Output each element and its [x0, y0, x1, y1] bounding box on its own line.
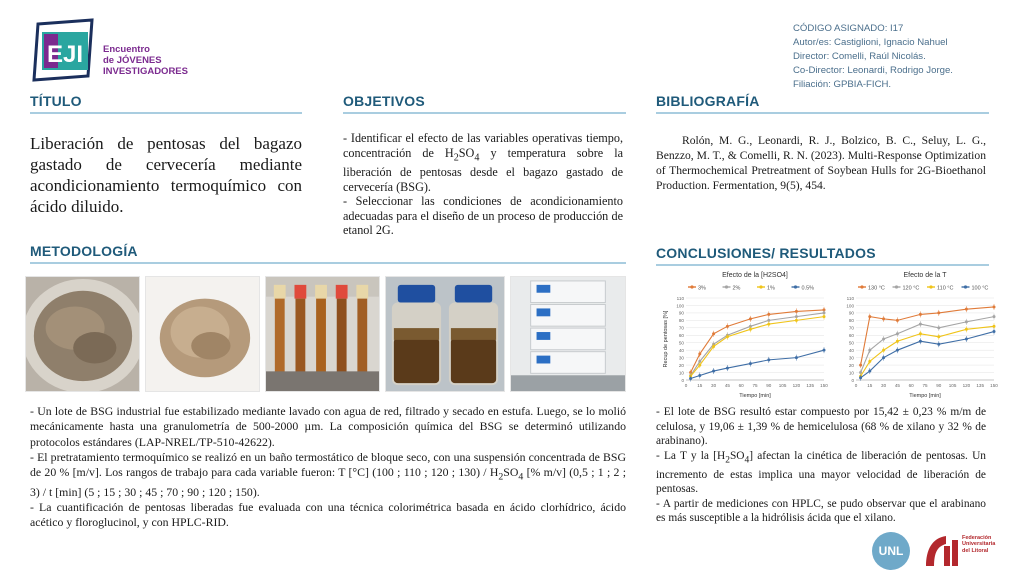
series-line: [861, 332, 994, 378]
y-tick-label: 20: [848, 362, 854, 368]
x-tick-label: 45: [894, 383, 900, 388]
chart-title: Efecto de la T: [903, 272, 947, 279]
legend-marker: [690, 285, 693, 288]
methodology-paragraph-3: - La cuantificación de pentosas liberadas fue evaluada con una técnica colorimétrica basada en ácido clorhídrico, ácido acético y floroglucinol, y con HPLC-RID.: [30, 500, 626, 530]
legend-label: 120 °C: [902, 285, 920, 292]
data-point: [868, 370, 871, 373]
x-tick-label: 15: [867, 383, 873, 388]
objective-1-sub-1: 2: [453, 151, 459, 163]
data-point: [882, 356, 885, 359]
methodology-2-sub-2: 4: [518, 471, 524, 483]
section-title-metodologia: METODOLOGÍA: [30, 243, 626, 264]
y-tick-label: 50: [678, 340, 684, 346]
data-point: [689, 377, 692, 380]
photo-glass-bottles: [385, 276, 505, 392]
logo-letters: EJI: [46, 41, 84, 68]
bibliography-reference: Rolón, M. G., Leonardi, R. J., Bolzico, B. C., Seluy, L. G., Benzzo, M. T., & Comelli, R. N. (2023). Multi-Response Optimization of Thermochemical Pretreatment of Soybean Hulls for 2G-Bioethanol Production. Fermentation, 9(5), 454.: [656, 134, 986, 192]
x-tick-label: 90: [936, 383, 942, 388]
x-tick-label: 60: [738, 383, 744, 388]
unl-logo: UNL: [872, 532, 910, 570]
data-point: [965, 308, 968, 311]
logo-line-1: Encuentro: [103, 44, 150, 55]
x-tick-label: 45: [724, 383, 730, 388]
data-point: [712, 370, 715, 373]
data-point: [965, 320, 968, 323]
legend-marker: [794, 285, 797, 288]
affiliation: Filiación: GPBIA-FICH.: [793, 79, 892, 90]
data-point: [965, 328, 968, 331]
x-tick-label: 150: [990, 383, 998, 388]
poster-info: [793, 22, 1003, 92]
series-line: [691, 350, 824, 378]
photo-milled-bsg: [145, 276, 260, 392]
x-tick-label: 135: [976, 383, 985, 388]
data-point: [859, 376, 862, 379]
data-point: [919, 313, 922, 316]
data-point: [937, 343, 940, 346]
y-tick-label: 20: [678, 362, 684, 368]
data-point: [712, 345, 715, 348]
y-tick-label: 30: [848, 355, 854, 361]
y-tick-label: 40: [848, 347, 854, 353]
data-point: [993, 330, 996, 333]
y-tick-label: 60: [678, 333, 684, 339]
x-tick-label: 105: [948, 383, 957, 388]
data-point: [698, 374, 701, 377]
methodology-2-sub-1: 2: [498, 471, 504, 483]
data-point: [726, 325, 729, 328]
conclusion-2: [656, 449, 986, 497]
data-point: [698, 364, 701, 367]
conclusion-2-part-c: ] afectan la cinética de liberación de pentosas. Un incremento de estas implica una mayor velocidad de liberación de pentosas.: [656, 449, 987, 496]
chart-temperature-effect: [830, 268, 1000, 400]
methodology-paragraph-1: - Un lote de BSG industrial fue estabilizado mediante lavado con agua de red, filtrado y secado en estufa. Luego, se lo molió mecánicamente hasta una granulometría de 500-2000 µm. La composición química del BSG se determinó utilizando protocolos estándares (LAP-NREL/TP-510-42622).: [30, 404, 626, 449]
y-tick-label: 50: [848, 340, 854, 346]
y-tick-label: 100: [846, 303, 854, 309]
legend-label: 2%: [732, 285, 741, 292]
data-point: [965, 338, 968, 341]
x-tick-label: 30: [881, 383, 887, 388]
data-point: [937, 335, 940, 338]
eji-logo: [30, 18, 100, 82]
chart-temperature-effect-svg: [830, 268, 1000, 400]
fue-logo-text: Federación Universitaria del Litoral: [962, 535, 996, 554]
legend-label: 0.5%: [801, 285, 815, 292]
data-point: [882, 317, 885, 320]
y-axis-label: Recup de pentosas [%]: [663, 310, 669, 368]
data-point: [896, 340, 899, 343]
conclusion-2-part-a: - La T y la [H: [656, 449, 726, 462]
x-tick-label: 135: [806, 383, 815, 388]
legend-label: 1%: [767, 285, 775, 292]
data-point: [859, 364, 862, 367]
x-tick-label: 30: [711, 383, 717, 388]
x-tick-label: 120: [962, 383, 971, 388]
conclusion-2-sub-1: 2: [725, 455, 730, 466]
y-tick-label: 100: [676, 303, 684, 309]
data-point: [795, 319, 798, 322]
eji-logo-graphic: [30, 18, 100, 82]
data-point: [896, 319, 899, 322]
poster-title: Liberación de pentosas del bagazo gastado de cervecería mediante acondicionamiento termoquímico con ácido diluido.: [30, 134, 302, 216]
data-point: [896, 332, 899, 335]
y-tick-label: 40: [678, 347, 684, 353]
section-title-conclusiones: CONCLUSIONES/ RESULTADOS: [656, 245, 989, 266]
x-tick-label: 0: [854, 383, 858, 388]
y-tick-label: 0: [851, 377, 854, 383]
x-tick-label: 75: [752, 383, 758, 388]
methodology-2-part-c: [% m/v] (0,5 ; 1 ; 2 ; 3) / t [min] (5 ; 15 ; 30 ; 45 ; 70 ; 90 ; 120 ; 150).: [30, 465, 626, 499]
y-tick-label: 70: [848, 325, 854, 331]
legend-marker: [725, 285, 728, 288]
data-point: [919, 340, 922, 343]
conclusions-text: [656, 405, 986, 526]
data-point: [823, 315, 826, 318]
chart-acid-effect: [660, 268, 830, 400]
y-tick-label: 110: [846, 295, 854, 301]
logo-line-2: de JÓVENES: [103, 55, 162, 66]
data-point: [712, 332, 715, 335]
data-point: [767, 358, 770, 361]
director: Director: Comelli, Raúl Nicolás.: [793, 51, 926, 62]
data-point: [698, 352, 701, 355]
chart-title: Efecto de la [H2SO4]: [722, 272, 788, 279]
data-point: [767, 323, 770, 326]
objective-1-part-c: y temperatura sobre la liberación de pentosas desde el bagazo gastado de cervecería (BSG).: [343, 145, 623, 194]
x-axis-label: Tiempo [min]: [739, 393, 771, 399]
y-tick-label: 110: [676, 295, 684, 301]
y-tick-label: 70: [678, 325, 684, 331]
photo-bsg-tray: [25, 276, 140, 392]
x-tick-label: 105: [778, 383, 787, 388]
data-point: [749, 362, 752, 365]
objective-2: - Seleccionar las condiciones de acondicionamiento adecuadas para el diseño de un proceso de producción de etanol 2G.: [343, 194, 623, 238]
y-tick-label: 80: [678, 318, 684, 324]
data-point: [882, 338, 885, 341]
legend-marker: [895, 285, 898, 288]
x-tick-label: 150: [820, 383, 828, 388]
methodology-2-part-a: - El pretratamiento termoquímico se realizó en un baño termostático de bloque seco, con una suspensión concentrada de BSG de 20 % [m/v]. Los rangos de trabajo para cada variable fueron: T [°C] (100 ; 110 ; 120 ; 130) / H: [30, 449, 626, 480]
objectives: [343, 131, 623, 238]
fue-logo-graphic: [922, 532, 962, 570]
x-tick-label: 15: [697, 383, 703, 388]
section-title-titulo: TÍTULO: [30, 93, 302, 114]
x-tick-label: 0: [684, 383, 688, 388]
objective-1-part-b: SO: [458, 145, 475, 160]
x-tick-label: 60: [908, 383, 914, 388]
data-point: [767, 313, 770, 316]
data-point: [993, 325, 996, 328]
data-point: [937, 311, 940, 314]
y-tick-label: 90: [848, 310, 854, 316]
data-point: [882, 349, 885, 352]
legend-label: 130 °C: [868, 285, 885, 292]
data-point: [937, 326, 940, 329]
data-point: [868, 360, 871, 363]
y-tick-label: 60: [848, 333, 854, 339]
data-point: [795, 356, 798, 359]
series-line: [861, 326, 994, 376]
conclusion-2-sub-2: 4: [744, 455, 750, 466]
y-tick-label: 80: [848, 318, 854, 324]
conclusion-3: - A partir de mediciones con HPLC, se pudo observar que el arabinano es más susceptible a la hidrólisis ácida que el xilano.: [656, 497, 986, 525]
legend-marker: [860, 285, 863, 288]
conclusion-2-part-b: SO: [729, 449, 745, 462]
legend-label: 100 °C: [971, 285, 989, 292]
data-point: [749, 317, 752, 320]
legend-label: 3%: [698, 285, 706, 292]
data-point: [993, 315, 996, 318]
x-axis-label: Tiempo [min]: [909, 393, 941, 399]
y-tick-label: 30: [678, 355, 684, 361]
data-point: [726, 367, 729, 370]
series-line: [861, 307, 994, 365]
chart-acid-effect-svg: [660, 268, 830, 400]
legend-label: 110 °C: [937, 285, 954, 292]
legend-marker: [759, 285, 762, 288]
y-tick-label: 90: [678, 310, 684, 316]
y-tick-label: 0: [681, 377, 684, 383]
photo-test-tubes: [265, 276, 380, 392]
data-point: [726, 335, 729, 338]
x-tick-label: 75: [922, 383, 928, 388]
methodology-paragraph-2: [30, 450, 626, 500]
legend-marker: [929, 285, 932, 288]
objective-1-sub-2: 4: [474, 151, 480, 163]
data-point: [993, 305, 996, 308]
legend-marker: [964, 285, 967, 288]
series-line: [691, 313, 824, 376]
data-point: [795, 310, 798, 313]
logo-text: [103, 44, 188, 77]
assigned-code: CÓDIGO ASIGNADO: I17: [793, 23, 904, 34]
y-tick-label: 10: [848, 370, 854, 376]
objective-1: [343, 131, 623, 194]
data-point: [749, 328, 752, 331]
photo-hplc-equipment: [510, 276, 626, 392]
methodology-2-part-b: SO: [503, 465, 519, 480]
logo-line-3: INVESTIGADORES: [103, 66, 188, 77]
series-line: [861, 317, 994, 373]
data-point: [868, 349, 871, 352]
methodology-text: [30, 404, 626, 531]
section-title-objetivos: OBJETIVOS: [343, 93, 626, 114]
co-director: Co-Director: Leonardi, Rodrigo Jorge.: [793, 65, 953, 76]
series-line: [691, 317, 824, 377]
data-point: [919, 332, 922, 335]
section-title-bibliografia: BIBLIOGRAFÍA: [656, 93, 989, 114]
authors: Autor/es: Castiglioni, Ignacio Nahuel: [793, 37, 948, 48]
y-tick-label: 10: [678, 370, 684, 376]
data-point: [823, 349, 826, 352]
objective-1-part-a: - Identificar el efecto de las variables operativas tiempo, concentración de H: [343, 131, 623, 160]
x-tick-label: 90: [766, 383, 772, 388]
conclusion-1: - El lote de BSG resultó estar compuesto por 15,42 ± 0,23 % m/m de celulosa, y 19,06 ± 1,39 % de hemicelulosa (68 % de xilano y 32 % de arabinano).: [656, 406, 986, 448]
data-point: [919, 323, 922, 326]
data-point: [896, 349, 899, 352]
x-tick-label: 120: [792, 383, 801, 388]
data-point: [868, 315, 871, 318]
